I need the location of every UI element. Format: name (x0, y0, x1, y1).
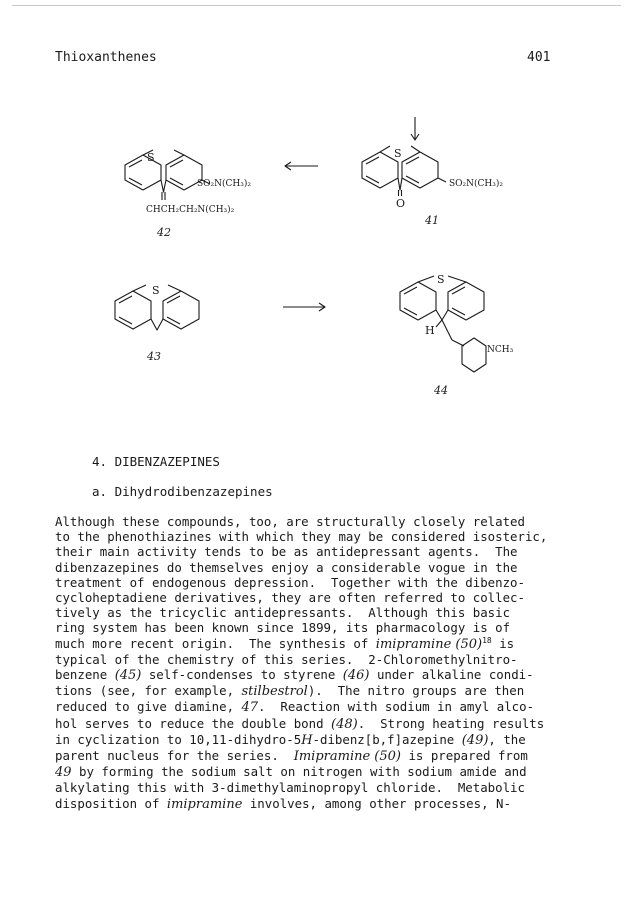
compound-43-label: 43 (147, 350, 161, 363)
body-line (55, 544, 615, 559)
text-run: involves, among other processes, N- (242, 795, 511, 811)
compound-41-sulfonamide: SO₂N(CH₃)₂ (449, 179, 503, 189)
italic-term: (45) (114, 668, 142, 684)
text-run: . Reaction with sodium in amyl alco- (258, 699, 535, 715)
reaction-scheme (0, 0, 635, 420)
body-line (55, 636, 615, 652)
body-line (55, 764, 615, 780)
compound-42-structure (125, 150, 210, 200)
body-line (55, 796, 615, 812)
text-run: alkylating this with 3-dimethylaminopropyl chloride. Metabolic (55, 780, 525, 796)
italic-term: (48) (331, 716, 358, 732)
body-line (55, 699, 615, 715)
compound-42-label: 42 (157, 226, 171, 239)
text-run: to the phenothiazines with which they may be considered isosteric, (55, 529, 548, 545)
compound-42-side-chain: CHCH₂CH₂N(CH₃)₂ (146, 205, 235, 215)
compound-42-sulfonamide: SO₂N(CH₃)₂ (197, 179, 251, 189)
page-number: 401 (527, 50, 551, 65)
section-heading: 4. DIBENZAZEPINES (92, 454, 220, 469)
subsection-heading: a. Dihydrodibenzazepines (92, 484, 273, 499)
body-line (55, 683, 615, 699)
text-run: ). The nitro groups are then (307, 683, 525, 699)
text-run: is (491, 635, 515, 651)
text-run: , the (488, 731, 526, 747)
body-line (55, 620, 615, 635)
compound-44-amine: NCH₃ (487, 345, 514, 355)
compound-41-carbonyl-oxygen: O (396, 197, 406, 210)
compound-44-hydrogen: H (425, 324, 435, 337)
text-run: dibenzazepines do themselves enjoy a considerable vogue in the (55, 559, 518, 575)
body-line (55, 780, 615, 795)
italic-term: stilbestrol (241, 684, 308, 700)
text-run: much more recent origin. The synthesis of (55, 635, 376, 651)
text-run: reduced to give diamine, (55, 699, 242, 715)
text-run: treatment of endogenous depression. Together with the dibenzo- (55, 574, 525, 590)
compound-42-sulfur: S (147, 151, 155, 164)
text-run: by forming the sodium salt on nitrogen with sodium amide and (71, 764, 527, 780)
compound-41-structure (362, 146, 446, 196)
body-line (55, 514, 615, 529)
text-run: parent nucleus for the series. (55, 748, 294, 764)
text-run: benzene (55, 667, 115, 683)
text-run: hol serves to reduce the double bond (55, 715, 332, 731)
text-run: cycloheptadiene derivatives, they are often referred to collec- (55, 590, 525, 606)
italic-term: 49 (55, 765, 72, 781)
italic-term: H (301, 732, 313, 748)
body-paragraph (55, 514, 615, 812)
body-line (55, 575, 615, 590)
body-line (55, 529, 615, 544)
text-run: disposition of (55, 795, 167, 811)
text-run: -dibenz[b,f]azepine (312, 731, 462, 747)
body-line (55, 652, 615, 667)
running-header-title: Thioxanthenes (55, 50, 157, 65)
compound-43-sulfur: S (152, 284, 160, 297)
compound-44-label: 44 (434, 384, 448, 397)
text-run: ring system has been known since 1899, its pharmacology is of (55, 620, 511, 636)
text-run: . Strong heating results (357, 715, 545, 731)
compound-44-structure (400, 276, 486, 372)
italic-term: (46) (342, 668, 370, 684)
italic-term: 47 (241, 700, 259, 716)
text-run: is prepared from (401, 748, 528, 764)
text-run: under alkaline condi- (369, 667, 534, 683)
compound-41-sulfur: S (394, 147, 402, 160)
body-line (55, 716, 615, 732)
text-run: tions (see, for example, (55, 683, 242, 699)
text-run: their main activity tends to be as antidepressant agents. The (55, 544, 518, 560)
body-line (55, 732, 615, 748)
text-run: self-condenses to styrene (141, 667, 343, 683)
compound-44-sulfur: S (437, 273, 445, 286)
italic-term: imipramine (166, 796, 243, 812)
body-line (55, 748, 615, 764)
text-run: Although these compounds, too, are structurally closely related (55, 514, 525, 529)
italic-term: (49) (461, 732, 489, 748)
body-line (55, 560, 615, 575)
body-line (55, 667, 615, 683)
text-run: in cyclization to 10,11-dihydro-5 (55, 731, 302, 747)
body-line (55, 590, 615, 605)
italic-term: imipramine (50) (375, 636, 483, 652)
text-run: tively as the tricyclic antidepressants. Although this basic (55, 605, 511, 621)
compound-41-label: 41 (425, 214, 439, 227)
reference-superscript: 18 (482, 635, 492, 645)
text-run: typical of the chemistry of this series. 2-Chloromethylnitro- (55, 651, 518, 667)
body-line (55, 605, 615, 620)
italic-term: Imipramine (50) (293, 749, 401, 765)
